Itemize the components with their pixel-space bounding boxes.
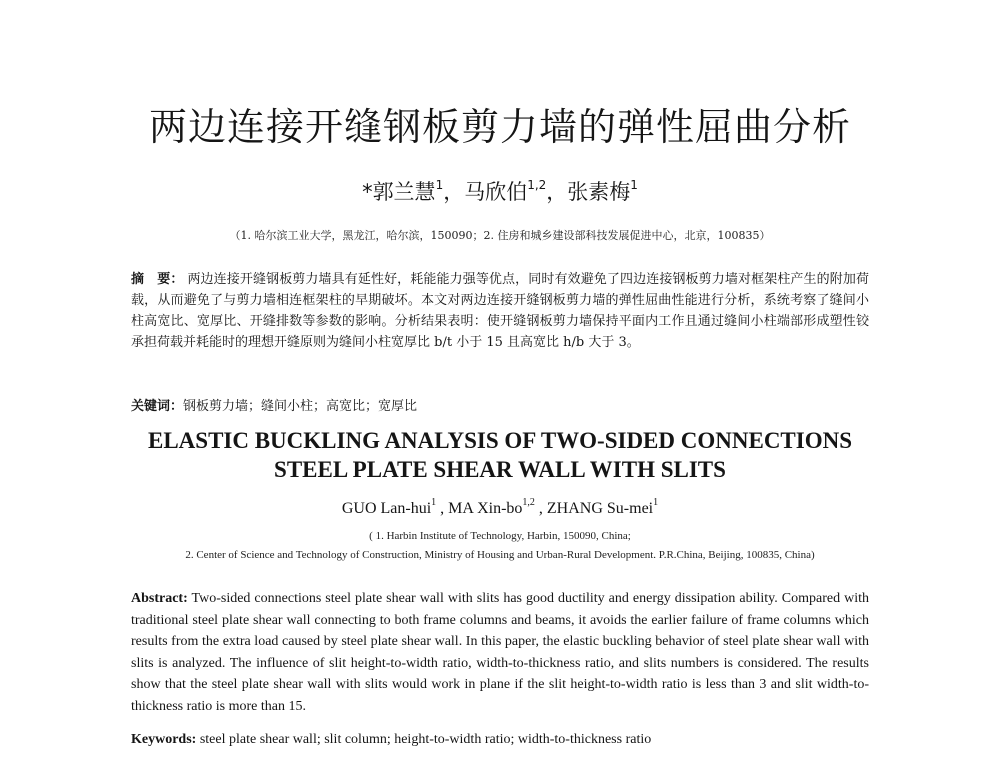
english-affiliation-2: 2. Center of Science and Technology of Construction, Ministry of Housing and Urban-Rural Development. P.R.China, Beijing, 100835, China) — [185, 549, 815, 561]
chinese-title: 两边连接开缝钢板剪力墙的弹性屈曲分析 — [148, 105, 851, 149]
english-abstract-text: Two-sided connections steel plate shear wall with slits has good ductility and energy dissipation ability. Compared with traditional steel plate shear wall connecting to both frame columns and beams, it avoids the earlier failure of frame columns which results from the extra load caused by steel plate shear wall. In this paper, the elastic buckling behavior of steel plate shear wall with slits is analyzed. The influence of slit height-to-width ratio, width-to-thickness ratio, and slits numbers is considered. The results show that the steel plate shear wall with slits would work in plane if the slit height-to-width ratio is less than 3 and slit width-to-thickness ratio is more than 15. — [131, 591, 869, 714]
english-author-1-affil-mark: 1 — [431, 497, 437, 508]
chinese-author-separator: ， — [546, 180, 568, 204]
chinese-author-3-affil-mark: 1 — [630, 178, 638, 192]
chinese-authors — [0, 176, 1000, 206]
chinese-keywords — [131, 395, 869, 414]
english-author-3-affil-mark: 1 — [653, 497, 659, 508]
chinese-author-1: *郭兰慧 — [362, 180, 436, 204]
english-title-line-1: ELASTIC BUCKLING ANALYSIS OF TWO-SIDED CONNECTIONS — [147, 428, 853, 453]
english-affiliation-1: ( 1. Harbin Institute of Technology, Harbin, 150090, China; — [369, 530, 631, 542]
english-keywords — [131, 732, 869, 748]
chinese-author-1-affil-mark: 1 — [435, 178, 444, 192]
english-author-separator: , — [436, 500, 449, 517]
english-author-2: MA Xin-bo — [448, 500, 523, 517]
chinese-keywords-text: 钢板剪力墙；缝间小柱；高宽比；宽厚比 — [183, 399, 418, 414]
chinese-author-separator: ， — [443, 180, 465, 204]
english-author-separator: , — [534, 500, 547, 517]
chinese-abstract-text: 两边连接开缝钢板剪力墙具有延性好，耗能能力强等优点，同时有效避免了四边连接钢板剪力墙对框架柱产生的附加荷载，从而避免了与剪力墙相连框架柱的早期破坏。本文对两边连接开缝钢板剪力墙的弹性屈曲性能进行分析，系统考察了缝间小柱高宽比、宽厚比、开缝排数等参数的影响。分析结果表明：使开缝钢板剪力墙保持平面内工作且通过缝间小柱端部形成塑性铰承担荷载并耗能时的理想开缝原则为缝间小柱宽厚比 b/t 小于 15 且高宽比 h/b 大于 3。 — [131, 272, 869, 350]
chinese-abstract — [131, 269, 869, 353]
chinese-keywords-label: 关键词： — [131, 399, 184, 414]
chinese-author-2: 马欣伯 — [464, 180, 528, 204]
english-abstract — [131, 588, 869, 717]
english-title — [0, 426, 1000, 484]
english-author-3: ZHANG Su-mei — [546, 500, 654, 517]
english-keywords-text: steel plate shear wall; slit column; height-to-width ratio; width-to-thickness ratio — [196, 732, 652, 747]
chinese-abstract-label: 摘 要： — [131, 272, 184, 287]
english-keywords-label: Keywords: — [131, 732, 197, 747]
chinese-author-3: 张素梅 — [567, 180, 631, 204]
chinese-author-2-affil-mark: 1,2 — [527, 178, 547, 192]
english-authors — [0, 497, 1000, 518]
english-author-1: GUO Lan-hui — [341, 500, 432, 517]
english-title-line-2: STEEL PLATE SHEAR WALL WITH SLITS — [274, 457, 726, 482]
chinese-affiliation: （1. 哈尔滨工业大学，黑龙江，哈尔滨，150090；2. 住房和城乡建设部科技发展促进中心，北京，100835） — [229, 229, 771, 242]
english-author-2-affil-mark: 1,2 — [522, 497, 535, 508]
english-abstract-label: Abstract: — [131, 591, 188, 606]
